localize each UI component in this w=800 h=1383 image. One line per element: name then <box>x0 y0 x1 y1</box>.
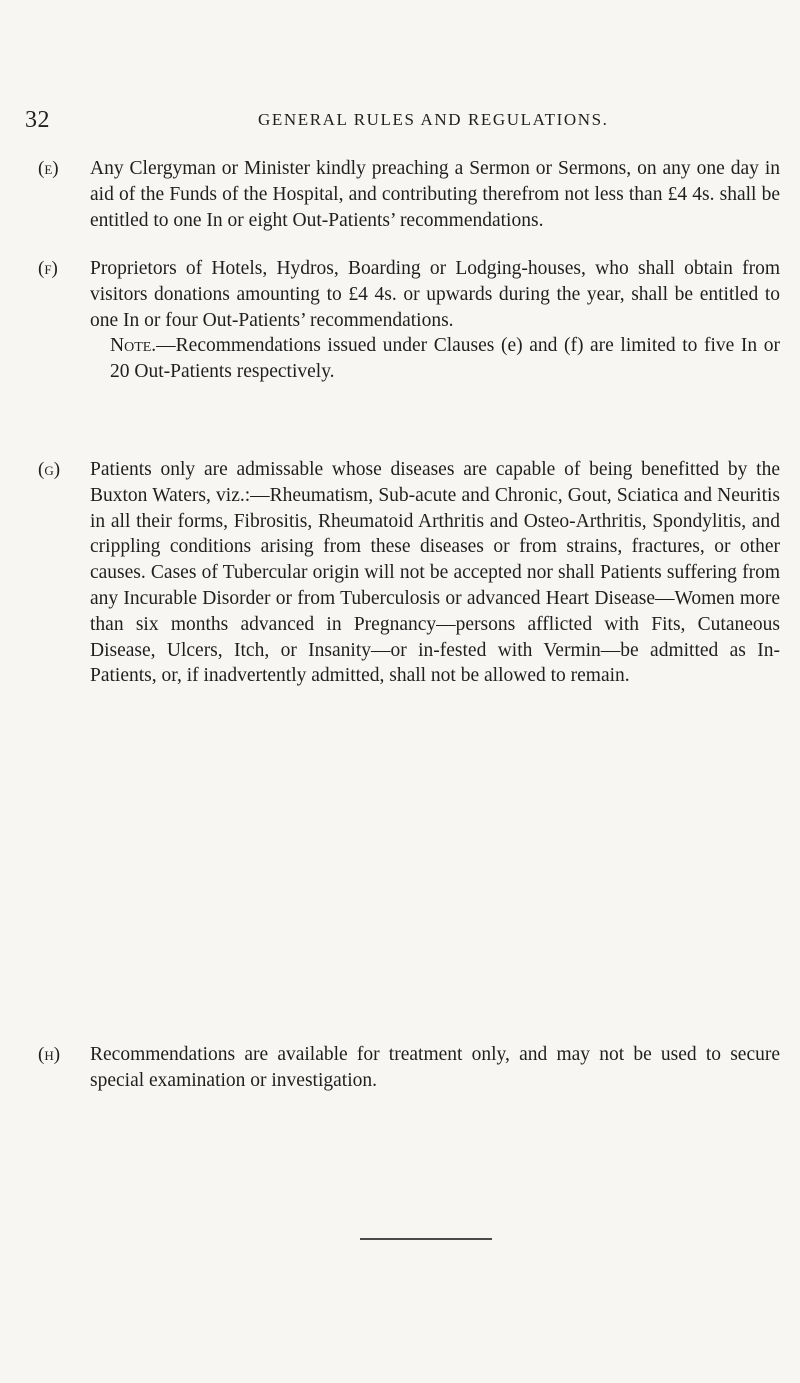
clause-mark: (e) <box>38 158 59 179</box>
clause-mark: (g) <box>38 459 61 480</box>
clause-text: Any Clergyman or Minister kindly preaching a Sermon or Sermons, on any one day in aid of the Funds of the Hospital, and contributing therefrom not less than £4 4s. shall be entitled to one In or eight Out-Patients’ recommendations. <box>90 158 780 231</box>
clause-mark: (f) <box>38 258 58 279</box>
bottom-rule <box>360 1238 492 1240</box>
note-text: —Recommendations issued under Clauses (e) and (f) are limited to five In or 20 Out-Patients respectively. <box>110 335 780 383</box>
clause-text: Recommendations are available for treatment only, and may not be used to secure special examination or investigation. <box>90 1044 780 1091</box>
running-head: GENERAL RULES AND REGULATIONS. <box>258 110 609 129</box>
clause-body <box>90 256 780 385</box>
clause-mark: (h) <box>38 1044 61 1065</box>
note-label: Note. <box>110 335 157 357</box>
clause-text: Patients only are admissable whose diseases are capable of being benefitted by the Buxton Waters, viz.:—Rheumatism, Sub-acute and Chronic, Gout, Sciatica and Neuritis in all their forms, Fibrositis, Rheumatoid Arthritis and Osteo-Arthritis, Spondylitis, and crippling conditions arising from these diseases or from strains, fractures, or other causes. Cases of Tubercular origin will not be accepted nor shall Patients suffering from any Incurable Disorder or from Tuberculosis or advanced Heart Disease—Women more than six months advanced in Pregnancy—persons afflicted with Fits, Cutaneous Disease, Ulcers, Itch, or Insanity—or in-fested with Vermin—be admitted as In-Patients, or, if inadvertently admitted, shall not be allowed to remain. <box>90 459 780 687</box>
note <box>90 333 780 385</box>
clause-text: Proprietors of Hotels, Hydros, Boarding or Lodging-houses, who shall obtain from visitors donations amounting to £4 4s. or upwards during the year, shall be entitled to one In or four Out-Patients’ recommendations. <box>90 258 780 331</box>
page-number: 32 <box>25 107 50 133</box>
